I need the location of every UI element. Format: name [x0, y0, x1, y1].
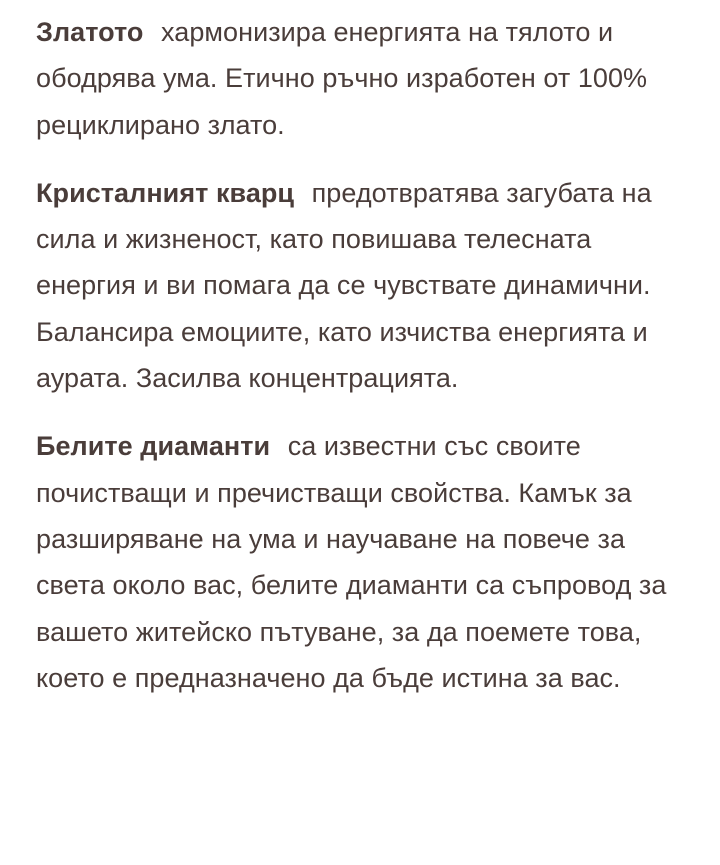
quartz-paragraph: [36, 170, 690, 401]
diamonds-term: Белите диаманти: [36, 431, 271, 462]
quartz-description: предотвратява загубата на сила и жизненост, като повишава телесната енергия и ви помага да се чувствате динамични. Балансира емоциите, като изчиства енергията и аурата. Засилва концентрацията.: [36, 177, 652, 394]
gold-description: хармонизира енергията на тялото и ободрява ума. Етично ръчно изработен от 100% рециклирано злато.: [36, 17, 648, 140]
gold-paragraph: [36, 9, 690, 148]
diamonds-description: са известни със своите почистващи и пречистващи свойства. Камък за разширяване на ума и научаване на повече за света около вас, белите диаманти са съпровод за вашето житейско пътуване, за да поемете това, което е предназначено да бъде истина за вас.: [36, 431, 667, 693]
gold-term: Златото: [36, 17, 144, 47]
diamonds-paragraph: [36, 423, 690, 701]
quartz-term: Кристалният кварц: [36, 177, 295, 208]
